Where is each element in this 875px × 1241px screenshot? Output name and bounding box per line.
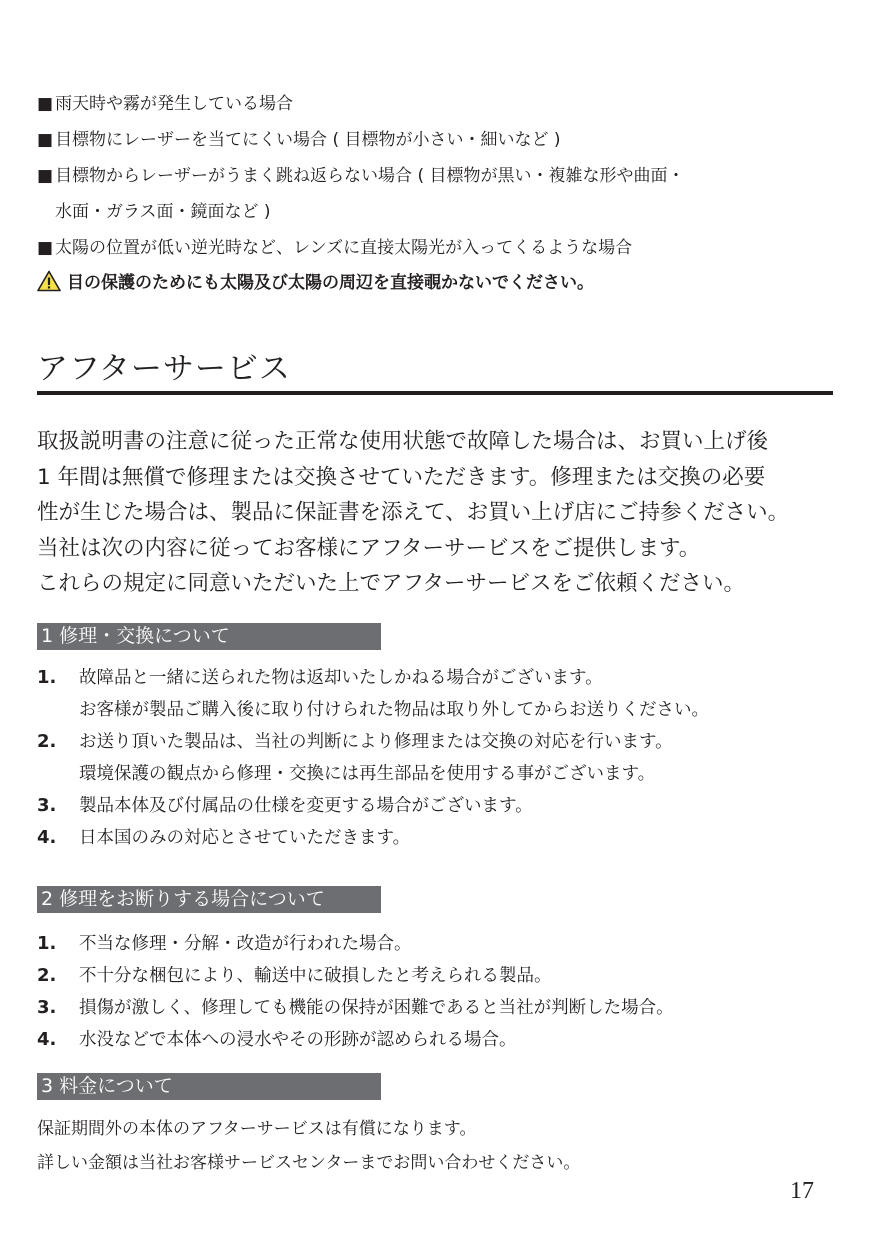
list-item: 1. 故障品と一緒に送られた物は返却いたしかねる場合がございます。 お客様が製品ご購入後に取り付けられた物品は取り外してからお送りください。: [37, 667, 709, 720]
list-item: 3. 損傷が激しく、修理しても機能の保持が困難であると当社が判断した場合。: [37, 997, 674, 1018]
list-item: 2. 不十分な梱包により、輸送中に破損したと考えられる製品。: [37, 965, 552, 986]
condition-item: ■ 目標物にレーザーを当てにくい場合 ( 目標物が小さい・細いなど ): [37, 130, 561, 150]
page-number: 17: [790, 1178, 814, 1204]
list-item: 1. 不当な修理・分解・改造が行われた場合。: [37, 933, 412, 954]
square-bullet-icon: ■: [37, 130, 54, 150]
eye-protection-warning: 目の保護のためにも太陽及び太陽の周辺を直接覗かないでください。: [37, 268, 594, 293]
section-title: アフターサービス: [37, 351, 291, 387]
square-bullet-icon: ■: [37, 166, 54, 186]
repair-exchange-list: [37, 662, 847, 854]
list-item: 3. 製品本体及び付属品の仕様を変更する場合がございます。: [37, 795, 533, 816]
square-bullet-icon: ■: [37, 238, 54, 258]
repair-refusal-list: [37, 928, 847, 1056]
list-item: 2. お送り頂いた製品は、当社の判断により修理または交換の対応を行います。 環境保護の観点から修理・交換には再生部品を使用する事がございます。: [37, 731, 673, 784]
warning-triangle-icon: [37, 270, 61, 292]
condition-item: ■ 雨天時や霧が発生している場合: [37, 94, 294, 114]
subheading-fees: 3 料金について: [37, 1073, 381, 1100]
condition-item: ■ 目標物からレーザーがうまく跳ね返らない場合 ( 目標物が黒い・複雑な形や曲面・ 水面・ガラス面・鏡面など ): [37, 166, 685, 222]
list-item: 4. 水没などで本体への浸水やその形跡が認められる場合。: [37, 1029, 517, 1050]
intro-paragraph: 取扱説明書の注意に従った正常な使用状態で故障した場合は、お買い上げ後 1 年間は無償で修理または交換させていただきます。修理または交換の必要 性が生じた場合は、製品に保証書を添えて、お買い上げ店にご持参ください。 当社は次の内容に従ってお客様にアフターサービスをご提供します。 これらの規定に同意いただいた上でアフターサービスをご依頼ください。: [37, 429, 790, 596]
list-item: 4. 日本国のみの対応とさせていただきます。: [37, 827, 411, 848]
subheading-repair-refusal: 2 修理をお断りする場合について: [37, 886, 381, 913]
square-bullet-icon: ■: [37, 94, 54, 114]
fees-text: 保証期間外の本体のアフターサービスは有償になります。 詳しい金額は当社お客様サービスセンターまでお問い合わせください。: [37, 1119, 581, 1173]
condition-item: ■ 太陽の位置が低い逆光時など、レンズに直接太陽光が入ってくるような場合: [37, 238, 633, 258]
subheading-repair-exchange: 1 修理・交換について: [37, 623, 381, 650]
section-divider: [37, 391, 833, 395]
measurement-conditions-list: [37, 86, 837, 266]
